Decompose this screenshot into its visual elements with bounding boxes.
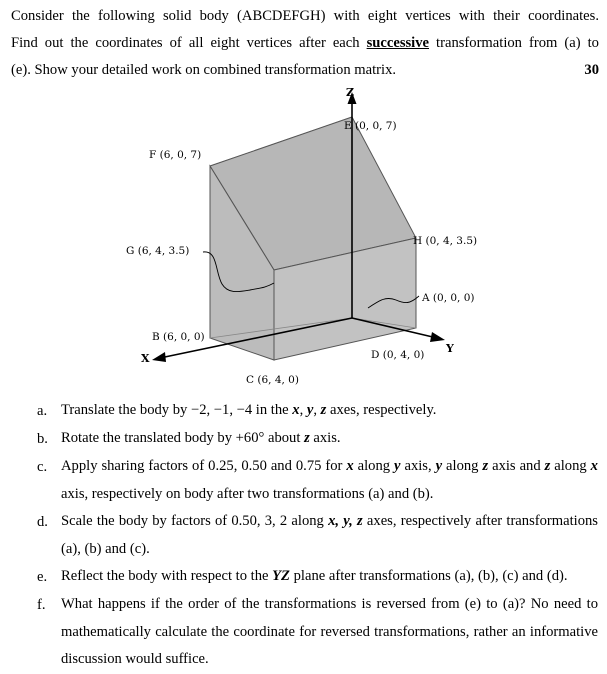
var-y: y (435, 458, 443, 474)
var-y: y (394, 458, 401, 474)
axis-label-x: X (141, 352, 150, 365)
text-part: along (353, 458, 395, 474)
text-part: Scale the body by factors of 0.50, 3, 2 along (61, 513, 329, 529)
axis-label-z: Z (346, 86, 355, 99)
question-e (37, 563, 598, 591)
question-b (37, 425, 598, 453)
var-x: x (590, 458, 598, 474)
text-part: plane after transformations (a), (b), (c) and (d). (289, 568, 568, 584)
intro-line-1: Consider the following solid body (ABCDEFGH) with eight vertices with their coordinates. (11, 8, 599, 24)
question-letter: c. (37, 459, 48, 475)
question-text (61, 453, 598, 508)
y-axis-arrow-icon (430, 332, 445, 342)
axis-label-y: Y (446, 342, 454, 355)
problem-statement (11, 3, 599, 84)
solid-body-figure (110, 82, 510, 392)
question-text (61, 508, 598, 563)
question-letter: f. (37, 597, 46, 613)
var-x: x (292, 402, 300, 418)
var-x: x (346, 458, 354, 474)
vertex-label-c: C (6, 4, 0) (246, 374, 299, 386)
text-part: Translate the body by −2, −1, −4 in the (61, 402, 293, 418)
vertex-label-f: F (6, 0, 7) (149, 149, 202, 161)
question-text (61, 397, 598, 425)
question-a (37, 397, 598, 425)
question-text (61, 425, 598, 453)
vertex-label-a: A (0, 0, 0) (422, 292, 475, 304)
text-part: along (442, 458, 483, 474)
question-letter: d. (37, 514, 48, 530)
var-yz-plane: YZ (272, 568, 290, 584)
question-text: What happens if the order of the transformations is reversed from (e) to (a)? No need to mathematically calculate the coordinate for reversed transformations, rather an informative discussion would suffice. (61, 596, 598, 667)
text-part: Apply sharing factors of 0.25, 0.50 and 0.75 for (61, 458, 347, 474)
intro-line-2 (11, 30, 599, 57)
var-z: z (320, 402, 327, 418)
x-axis-arrow-icon (152, 352, 166, 362)
text-part: Reflect the body with respect to the (61, 568, 273, 584)
intro-line-3-text: (e). Show your detailed work on combined transformation matrix. (11, 62, 397, 78)
vertex-label-g: G (6, 4, 3.5) (126, 245, 190, 257)
text-part: along (550, 458, 591, 474)
text-part: Rotate the translated body by +60° about (61, 430, 305, 446)
var-y: y (306, 402, 314, 418)
question-f (37, 591, 598, 674)
var-z: z (544, 458, 551, 474)
emphasis-successive: successive (366, 35, 430, 51)
vertex-label-d: D (0, 4, 0) (371, 349, 425, 361)
text-part: , (313, 402, 321, 418)
intro-line-2-after: transformation from (a) to (429, 35, 599, 51)
question-c (37, 453, 598, 508)
question-d (37, 508, 598, 563)
solid-body-diagram (110, 82, 510, 392)
intro-line-2-before: Find out the coordinates of all eight vertices after each (11, 35, 367, 51)
var-xyz: x, y, z (328, 513, 363, 529)
vertex-label-b: B (6, 0, 0) (152, 331, 205, 343)
question-letter: b. (37, 431, 48, 447)
marks-badge: 30 (584, 62, 599, 78)
text-part: , (299, 402, 307, 418)
question-list (37, 397, 598, 674)
text-part: axis, respectively on body after two transformations (a) and (b). (61, 485, 434, 502)
text-part: axis. (309, 430, 341, 446)
var-z: z (304, 430, 310, 446)
question-letter: e. (37, 569, 48, 585)
question-text (61, 563, 598, 591)
intro-line-3 (11, 57, 599, 84)
vertex-label-h: H (0, 4, 3.5) (413, 235, 478, 247)
vertex-label-e: E (0, 0, 7) (344, 120, 397, 132)
text-part: axis, (400, 458, 436, 474)
text-part: axes, respectively. (326, 402, 437, 418)
question-letter: a. (37, 403, 48, 419)
text-part: axis and (488, 458, 545, 474)
var-z: z (482, 458, 489, 474)
text-part: axes, respectively after transformations (a), (b) and (c). (61, 513, 598, 557)
